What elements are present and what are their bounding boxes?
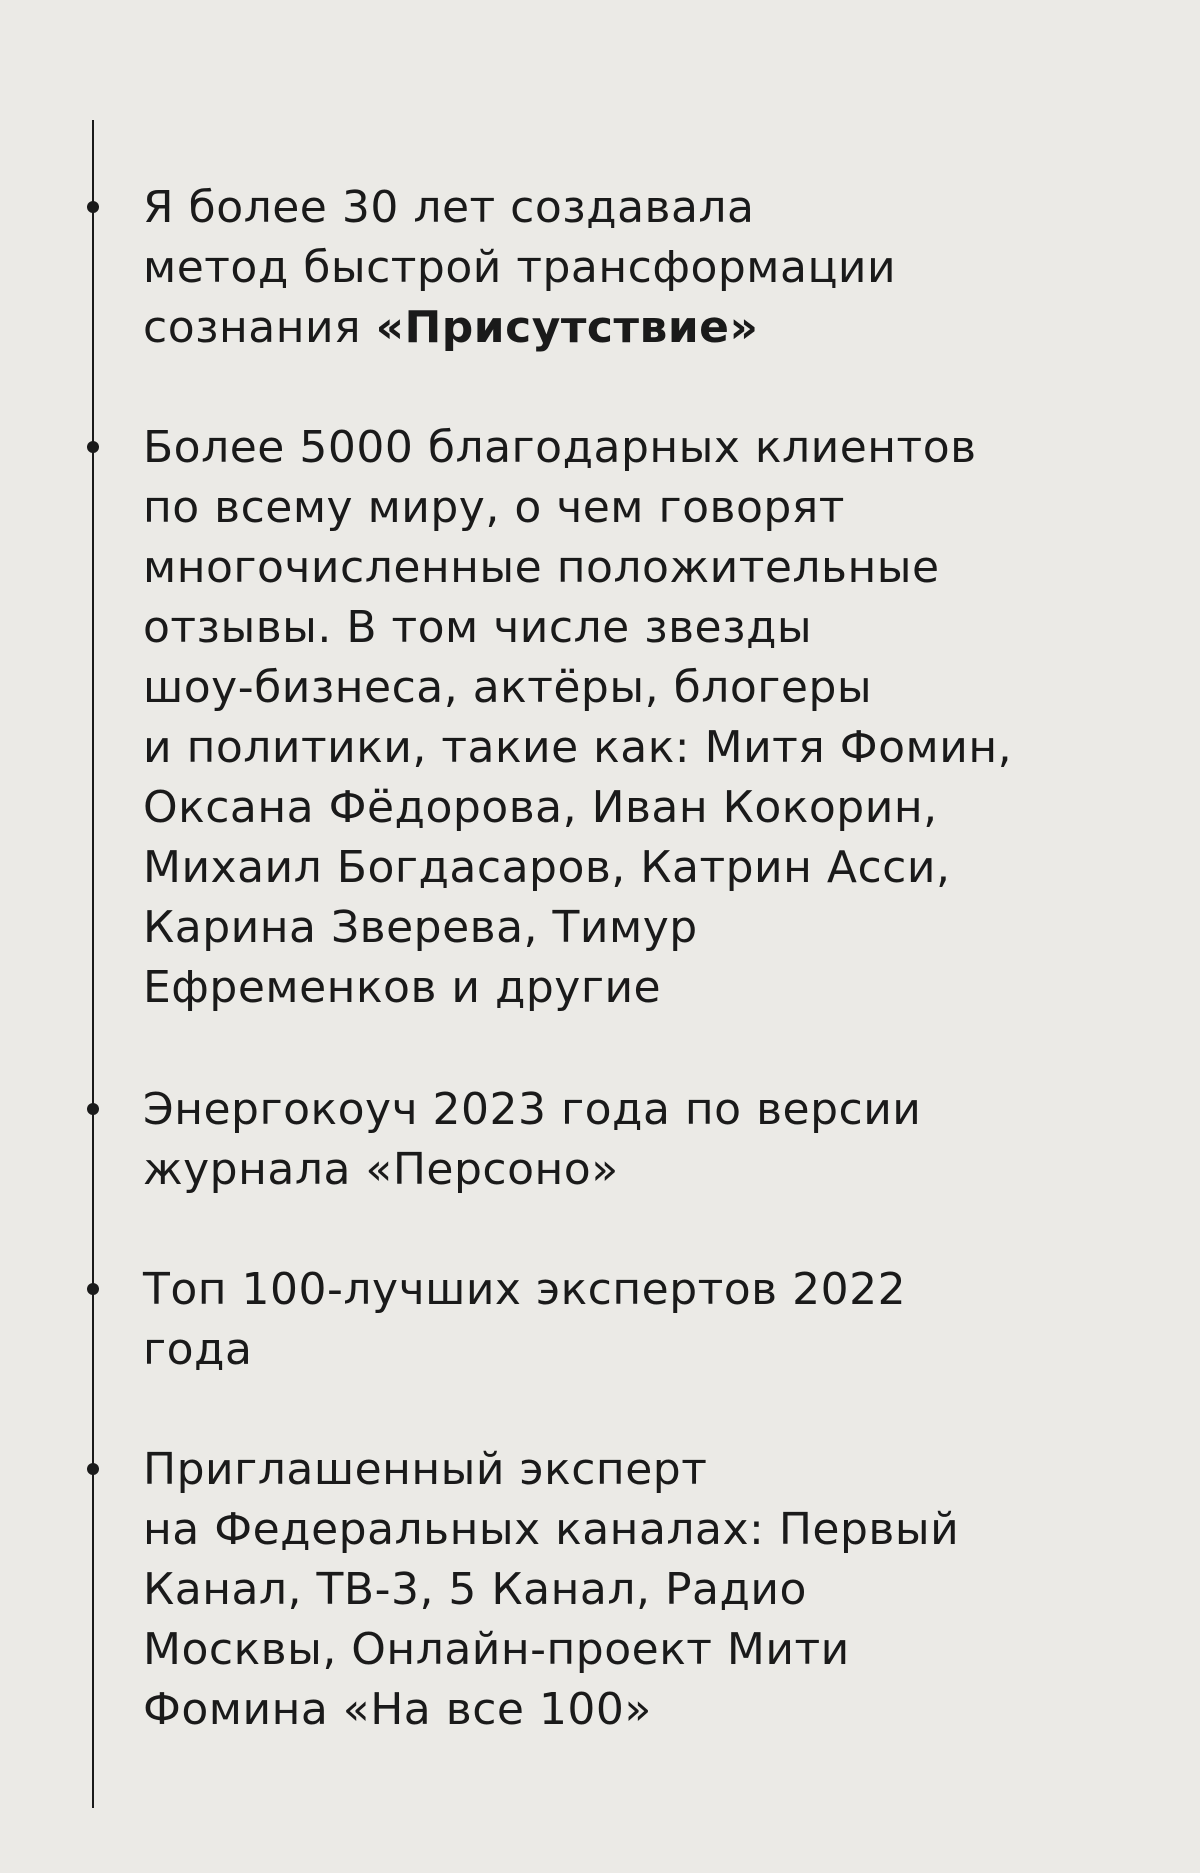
timeline-item [143,418,1163,1018]
item-line: Я более 30 лет создавала [143,182,755,233]
timeline-item [143,1080,1163,1200]
item-line: Фомина «На все 100» [143,1684,652,1735]
item-line: и политики, такие как: Митя Фомин, [143,722,1013,773]
timeline-item [143,1260,1163,1380]
timeline-bullet [87,1103,99,1115]
item-line: Оксана Фёдорова, Иван Кокорин, [143,782,938,833]
timeline-bullet [87,1283,99,1295]
timeline-item [143,178,1163,358]
item-line: журнала «Персоно» [143,1144,619,1195]
method-name: «Присутствие» [375,302,759,353]
item-line: на Федеральных каналах: Первый [143,1504,960,1555]
item-line: Канал, ТВ-3, 5 Канал, Радио [143,1564,807,1615]
item-line: сознания «Присутствие» [143,302,759,353]
timeline-item [143,1440,1163,1740]
item-line: Ефременков и другие [143,962,662,1013]
item-line: по всему миру, о чем говорят [143,482,845,533]
item-line: Карина Зверева, Тимур [143,902,698,953]
item-line: Топ 100-лучших экспертов 2022 [143,1264,907,1315]
item-line: метод быстрой трансформации [143,242,897,293]
item-line: года [143,1324,253,1375]
timeline-bullet [87,201,99,213]
item-line: отзывы. В том числе звезды [143,602,813,653]
item-line: шоу-бизнеса, актёры, блогеры [143,662,873,713]
item-line: многочисленные положительные [143,542,940,593]
item-line: Михаил Богдасаров, Катрин Асси, [143,842,951,893]
timeline-bullet [87,441,99,453]
item-line: Москвы, Онлайн-проект Мити [143,1624,850,1675]
item-line: Приглашенный эксперт [143,1444,708,1495]
timeline-bullet [87,1463,99,1475]
item-line: Энергокоуч 2023 года по версии [143,1084,922,1135]
item-line: Более 5000 благодарных клиентов [143,422,977,473]
timeline-line [92,120,94,1808]
